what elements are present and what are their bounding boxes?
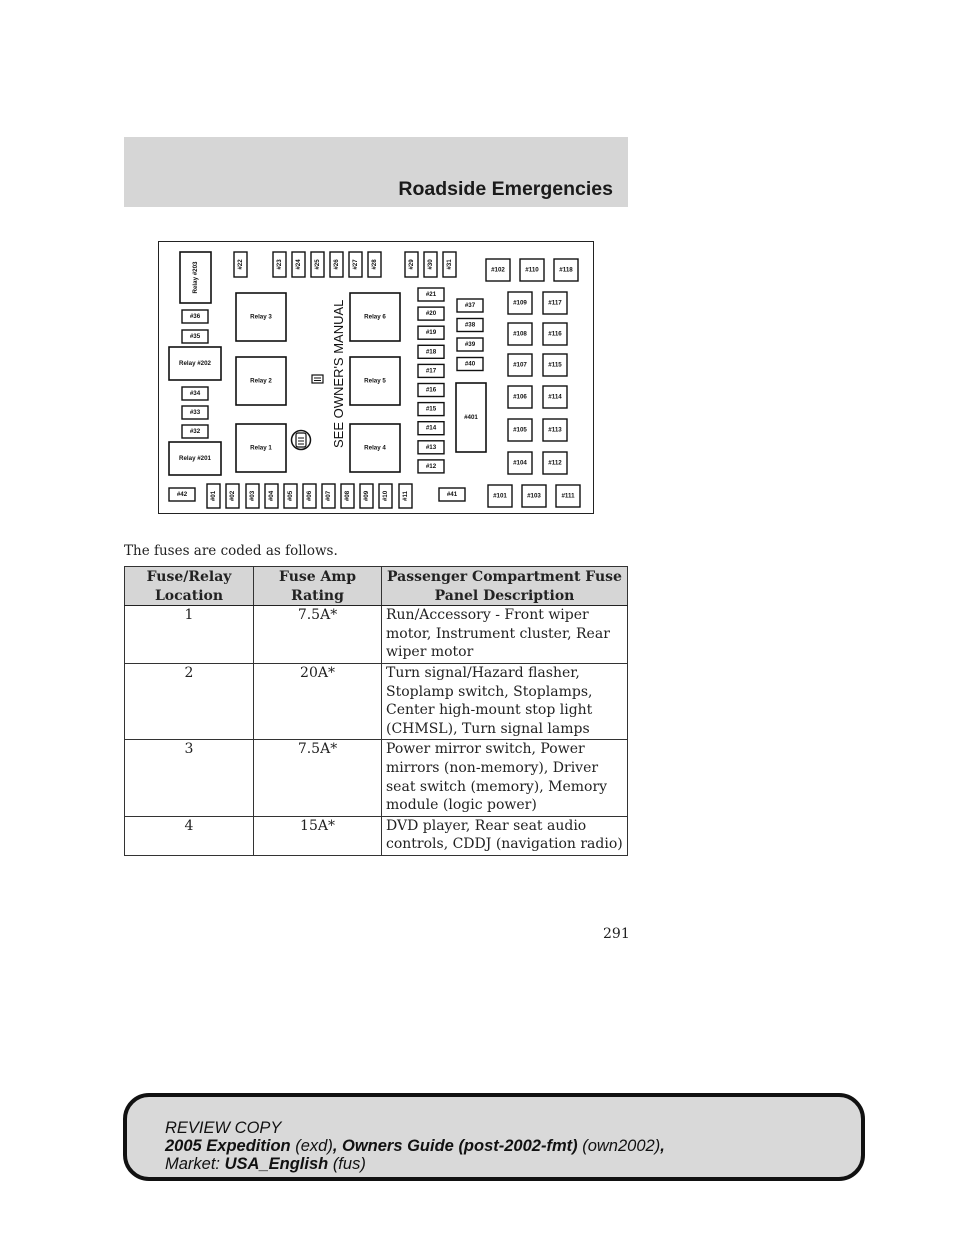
fuse-mid-label: #21 <box>425 291 437 298</box>
connector-symbol <box>312 375 323 383</box>
market-code: (fus) <box>332 1155 366 1173</box>
fuse-right <box>508 419 532 441</box>
header-rating: Fuse Amp Rating <box>254 567 382 606</box>
fuse-bottom <box>265 484 278 508</box>
fuse-right <box>543 452 567 474</box>
intro-text: The fuses are coded as follows. <box>124 543 338 559</box>
fuse-top <box>368 252 381 277</box>
relay-block-label: Relay 3 <box>250 313 272 321</box>
fuse-mid <box>418 345 444 358</box>
fuse-top-label: #27 <box>352 259 359 270</box>
fuse-right <box>508 292 532 314</box>
fuse-bottom <box>399 484 412 508</box>
section-title: Roadside Emergencies <box>398 178 613 200</box>
fuse-right <box>520 259 544 281</box>
fuse-right-label: #113 <box>548 426 562 434</box>
fuse-mid <box>418 364 444 377</box>
cell-description: Run/Accessory - Front wiper motor, Instrument cluster, Rear wiper motor <box>382 606 628 664</box>
fuse-mid-label: #16 <box>425 386 437 394</box>
fuse-top <box>443 252 456 277</box>
fuse-top-label: #26 <box>333 259 340 270</box>
fuse-small-label: #38 <box>464 321 476 329</box>
relay-block <box>350 424 400 472</box>
fuse-401-box-label: #401 <box>464 414 478 421</box>
fuse-right <box>543 292 567 314</box>
relay-block <box>236 424 286 472</box>
fuse-left <box>182 310 208 323</box>
fuse-right <box>543 386 567 408</box>
fuse-right <box>543 419 567 441</box>
fuse-left <box>182 406 208 419</box>
page-number: 291 <box>603 926 630 942</box>
fuse-bottom-label: #01 <box>210 490 217 502</box>
table-header-row <box>125 567 628 606</box>
fuse-right <box>554 259 578 281</box>
fuse-right-label: #109 <box>513 299 527 307</box>
vehicle-code: (exd) <box>295 1137 333 1155</box>
fuse-bottom <box>360 484 373 508</box>
fuse-top-label: #29 <box>408 259 415 270</box>
fuse-bottom <box>284 484 297 508</box>
fuse-top <box>292 252 305 277</box>
relay-201-box <box>169 442 221 475</box>
cell-description: Turn signal/Hazard flasher, Stoplamp switch, Stoplamps, Center high-mount stop light (CHMSL), Turn signal lamps <box>382 663 628 739</box>
header-description: Passenger Compartment Fuse Panel Description <box>382 567 628 606</box>
cell-description: DVD player, Rear seat audio controls, CDDJ (navigation radio) <box>382 816 628 855</box>
fuse-right <box>508 452 532 474</box>
review-copy-label: REVIEW COPY <box>165 1119 282 1137</box>
guide-code: (own2002) <box>582 1137 661 1155</box>
fuse-right-label: #101 <box>493 492 507 500</box>
fuse-top-label: #24 <box>295 259 302 270</box>
relay-block-label: Relay 5 <box>364 377 386 385</box>
fuse-top <box>330 252 343 277</box>
fuse-bottom <box>379 484 392 508</box>
fuse-right <box>543 323 567 345</box>
fuse-small-label: #40 <box>464 360 476 368</box>
fuse-right-label: #111 <box>561 492 575 500</box>
cell-rating: 7.5A* <box>254 740 382 816</box>
cell-location: 2 <box>125 663 254 739</box>
footer-text <box>165 1119 665 1173</box>
fuse-bottom <box>439 488 465 501</box>
relay-block-label: Relay 4 <box>364 444 386 452</box>
fuse-small-label: #37 <box>464 302 476 309</box>
fuse-bottom <box>246 484 259 508</box>
fuse-left <box>182 387 208 400</box>
fuse-right-label: #104 <box>513 459 527 467</box>
fuse-left-label: #33 <box>189 409 201 416</box>
fuse-right <box>508 323 532 345</box>
market-name: USA_English <box>224 1155 329 1173</box>
fuse-top <box>234 252 247 277</box>
fuse-right-label: #118 <box>559 266 573 274</box>
fuse-small <box>457 319 483 332</box>
market-label: Market: <box>165 1155 221 1173</box>
fuse-right <box>556 485 580 507</box>
fuse-small <box>457 299 483 312</box>
fuse-left <box>182 425 208 438</box>
fuse-panel-diagram <box>158 241 594 514</box>
table-row <box>125 816 628 855</box>
fuse-right-label: #116 <box>548 330 562 338</box>
relay-block-label: Relay 1 <box>250 444 272 452</box>
fuse-top-label: #28 <box>371 259 378 270</box>
fuse-right-label: #112 <box>548 459 562 467</box>
fuse-left <box>182 330 208 343</box>
section-header-band <box>124 137 628 207</box>
fuse-table <box>124 566 628 856</box>
fuse-bottom-label: #03 <box>249 490 256 502</box>
fuse-mid <box>418 384 444 397</box>
fuse-mid-label: #17 <box>425 367 437 375</box>
cell-rating: 15A* <box>254 816 382 855</box>
fuse-top-label: #22 <box>237 259 244 270</box>
table-row <box>125 663 628 739</box>
fuse-bottom-label: #04 <box>268 490 275 502</box>
fuse-bottom <box>341 484 354 508</box>
fuse-top <box>349 252 362 277</box>
fuse-right <box>508 354 532 376</box>
fuse-right-label: #108 <box>513 330 527 338</box>
fuse-top <box>424 252 437 277</box>
fuse-right <box>522 485 546 507</box>
relay-block-label: Relay 6 <box>364 313 386 321</box>
fuse-top-label: #23 <box>276 259 283 270</box>
fuse-right-label: #105 <box>513 426 527 434</box>
fuse-right-label: #115 <box>548 361 562 369</box>
fuse-right <box>486 259 510 281</box>
fuse-mid-label: #15 <box>425 405 437 413</box>
relay-202-box-label: Relay #202 <box>179 360 211 367</box>
guide-name: , Owners Guide (post-2002-fmt) <box>332 1137 578 1155</box>
table-row <box>125 606 628 664</box>
fuse-left-label: #32 <box>189 428 201 435</box>
fuse-mid <box>418 441 444 454</box>
fuse-bottom-label: #05 <box>287 490 294 502</box>
fuse-bottom <box>207 484 220 508</box>
fuse-right-label: #110 <box>525 266 539 274</box>
relay-block-label: Relay 2 <box>250 377 272 385</box>
fuse-small-label: #39 <box>464 341 476 348</box>
relay-block <box>350 357 400 405</box>
fuse-top-label: #25 <box>314 259 321 270</box>
fuse-right <box>508 386 532 408</box>
fuse-top <box>311 252 324 277</box>
fuse-top <box>273 252 286 277</box>
relay-block <box>236 293 286 341</box>
fuse-panel-svg <box>159 242 595 515</box>
fuse-mid <box>418 460 444 473</box>
fuse-mid-label: #14 <box>425 424 437 432</box>
fuse-bottom <box>303 484 316 508</box>
fuse-top-label: #31 <box>446 259 453 270</box>
relay-block <box>350 293 400 341</box>
fuse-mid <box>418 288 444 301</box>
fuse-mid <box>418 307 444 320</box>
fuse-right-label: #117 <box>548 299 562 307</box>
guide-line <box>165 1137 665 1155</box>
fuse-top-label: #30 <box>427 259 434 270</box>
fuse-right-label: #103 <box>527 492 541 500</box>
fuse-bottom <box>226 484 239 508</box>
fuse-left-label: #35 <box>189 333 201 340</box>
relay-203-box <box>180 252 211 303</box>
fuse-bottom-label: #11 <box>402 491 409 501</box>
fuse-bottom-label: #08 <box>344 490 351 502</box>
fuse-small <box>457 358 483 371</box>
fuse-right-label: #114 <box>548 393 562 401</box>
fuse-bottom-label: #06 <box>306 490 313 502</box>
fuse-bottom-label: #02 <box>229 490 236 502</box>
guide-comma: , <box>660 1137 665 1155</box>
fuse-right-label: #102 <box>491 266 505 274</box>
fuse-layout <box>169 252 580 508</box>
fuse-left-label: #36 <box>189 313 201 320</box>
fuse-small <box>457 338 483 351</box>
market-line <box>165 1155 665 1173</box>
cell-location: 3 <box>125 740 254 816</box>
fuse-top <box>405 252 418 277</box>
fuse-mid <box>418 326 444 339</box>
fuse-bottom <box>169 488 195 501</box>
table-row <box>125 740 628 816</box>
fuse-mid <box>418 422 444 435</box>
fuse-mid <box>418 403 444 416</box>
relay-203-box-label: Relay #203 <box>192 261 199 294</box>
fuse-left-label: #34 <box>189 390 201 397</box>
fuse-right <box>488 485 512 507</box>
fuse-right <box>543 354 567 376</box>
fuse-right-label: #106 <box>513 393 527 401</box>
fuse-bottom <box>322 484 335 508</box>
cell-location: 1 <box>125 606 254 664</box>
cell-rating: 20A* <box>254 663 382 739</box>
fuse-bottom-label: #42 <box>176 491 188 498</box>
fuse-bottom-label: #41 <box>446 491 458 498</box>
review-footer <box>123 1093 865 1181</box>
relay-block <box>236 357 286 405</box>
fuse-right-label: #107 <box>513 361 527 369</box>
cell-description: Power mirror switch, Power mirrors (non-memory), Driver seat switch (memory), Memory module (logic power) <box>382 740 628 816</box>
fuse-mid-label: #18 <box>425 348 437 356</box>
cell-rating: 7.5A* <box>254 606 382 664</box>
fuse-mid-label: #20 <box>425 310 437 318</box>
vehicle-name: 2005 Expedition <box>165 1137 291 1155</box>
fuse-bottom-label: #09 <box>363 490 370 502</box>
fuse-mid-label: #19 <box>425 329 437 337</box>
fuse-bottom-label: #07 <box>325 490 332 502</box>
see-owners-manual-label: SEE OWNER'S MANUAL <box>331 299 346 448</box>
diode-symbol <box>292 431 311 450</box>
relay-201-box-label: Relay #201 <box>179 455 211 462</box>
cell-location: 4 <box>125 816 254 855</box>
fuse-bottom-label: #10 <box>382 490 389 502</box>
header-location: Fuse/Relay Location <box>125 567 254 606</box>
fuse-mid-label: #12 <box>425 462 437 470</box>
fuse-mid-label: #13 <box>425 443 437 451</box>
relay-202-box <box>169 347 221 380</box>
fuse-401-box <box>456 383 486 452</box>
